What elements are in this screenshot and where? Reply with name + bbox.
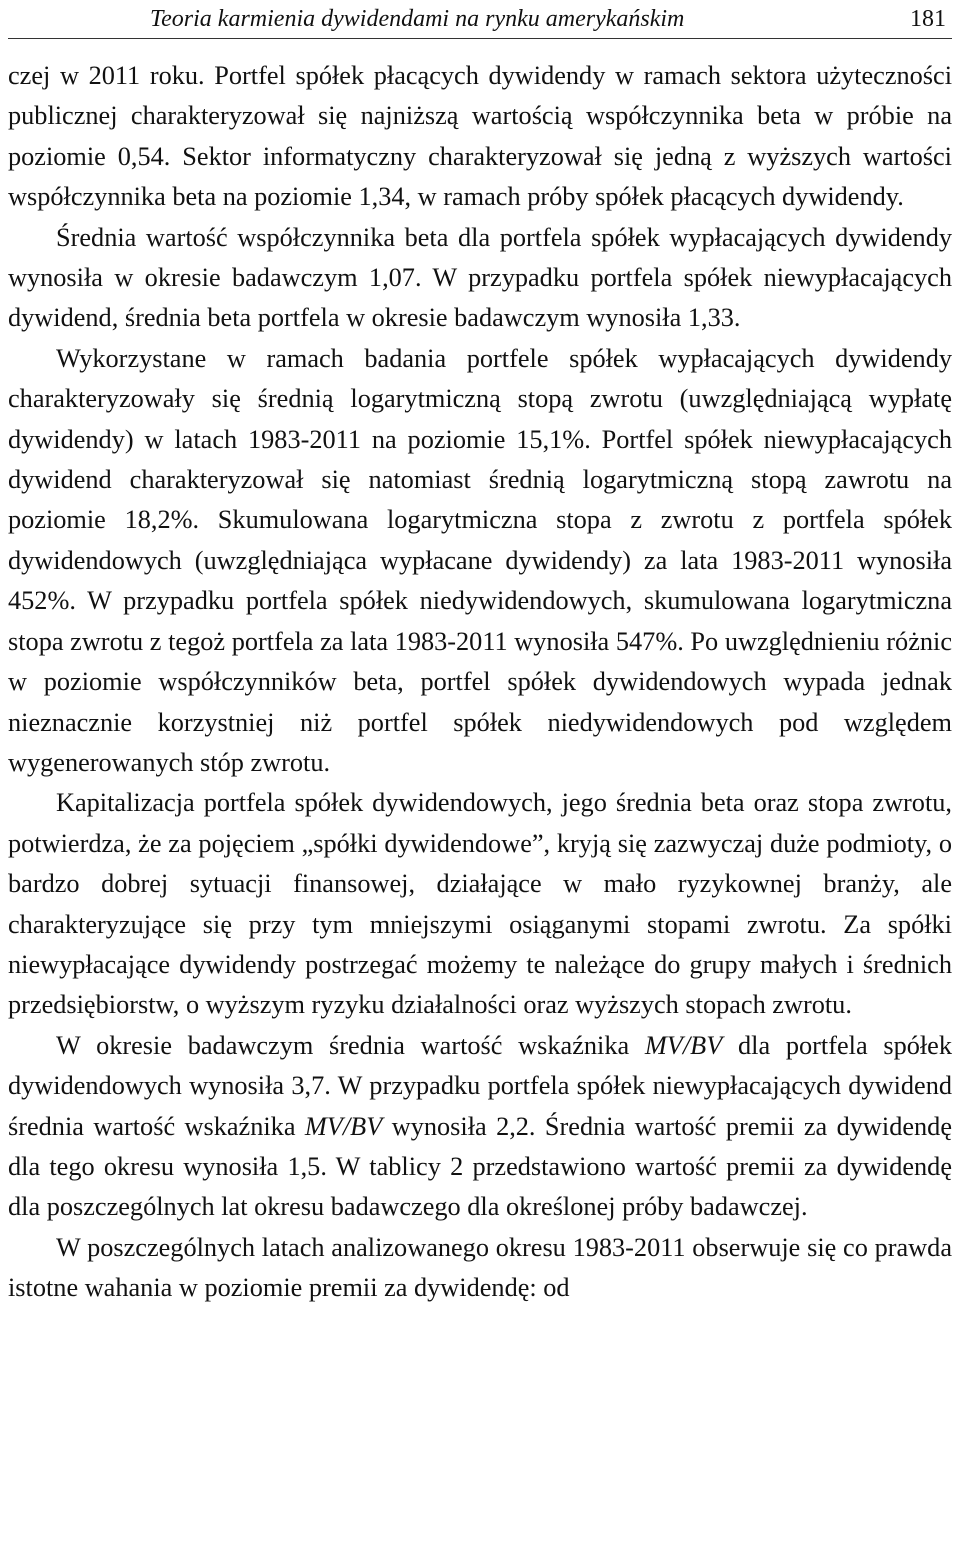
paragraph-2: Średnia wartość współczynnika beta dla portfela spółek wypłacających dywidendy wynosiła w okresie badawczym 1,07. W przypadku portfela spółek niewypłacających dywidend, średnia beta portfela w okresie badawczym wynosiła 1,33. xyxy=(8,222,952,333)
paragraph-5 xyxy=(8,1026,952,1228)
page-number: 181 xyxy=(910,6,946,32)
paragraph-1: czej w 2011 roku. Portfel spółek płacących dywidendy w ramach sektora użyteczności publicznej charakteryzował się najniższą wartością współczynnika beta w próbie na poziomie 0,54. Sektor informatyczny charakteryzował się jedną z wyższych wartości współczynnika beta na poziomie 1,34, w ramach próby spółek płacących dywidendy. xyxy=(8,61,952,212)
paragraph-6: W poszczególnych latach analizowanego okresu 1983-2011 obserwuje się co prawda istotne wahania w poziomie premii za dywidendę: od xyxy=(8,1232,952,1303)
paragraph-3: Wykorzystane w ramach badania portfele spółek wypłacających dywidendy charakteryzowały się średnią logarytmiczną stopą zwrotu (uwzględniającą wypłatę dywidendy) w latach 1983-2011 na poziomie 15,1%. Portfel spółek niewypłacających dywidend charakteryzował się natomiast średnią logarytmiczną stopą zawrotu na poziomie 18,2%. Skumulowana logarytmiczna stopa z zwrotu z portfela spółek dywidendowych (uwzględniająca wypłacane dywidendy) za lata 1983-2011 wynosiła 452%. W przypadku portfela spółek niedywidendowych, skumulowana logarytmiczna stopa zwrotu z tegoż portfela za lata 1983-2011 wynosiła 547%. Po uwzględnieniu różnic w poziomie współczynników beta, portfel spółek dywidendowych wypada jednak nieznacznie korzystniej niż portfel spółek niedywidendowych pod względem wygenerowanych stóp zwrotu. xyxy=(8,343,952,777)
mvbv-ratio-term: MV/BV xyxy=(304,1111,383,1141)
running-title: Teoria karmienia dywidendami na rynku amerykańskim xyxy=(150,6,685,32)
paragraph-5-part-b: dla portfela spółek dywidendowych wynosiła 3,7. W przypadku portfela spółek niewypłacających dywidend średnia wartość wskaźnika xyxy=(8,1030,953,1141)
mvbv-ratio-term: MV/BV xyxy=(644,1030,723,1060)
running-header xyxy=(8,2,952,39)
paragraph-4: Kapitalizacja portfela spółek dywidendowych, jego średnia beta oraz stopa zwrotu, potwierdza, że za pojęciem „spółki dywidendowe”, kryją się zazwyczaj duże podmioty, o bardzo dobrej sytuacji finansowej, działające w mało ryzykownej branży, ale charakteryzujące się przy tym mniejszymi osiąganymi stopami zwrotu. Za spółki niewypłacające dywidendy postrzegać możemy te należące do grupy małych i średnich przedsiębiorstw, o wyższym ryzyku działalności oraz wyższych stopach zwrotu. xyxy=(8,788,952,1020)
paragraph-5-part-c: wynosiła 2,2. Średnia wartość premii za dywidendę dla tego okresu wynosiła 1,5. W tablicy 2 przedstawiono wartość premii za dywidendę dla poszczególnych lat okresu badawczego dla określonej próby badawczej. xyxy=(8,1111,952,1222)
paragraph-5-part-a: W okresie badawczym średnia wartość wskaźnika xyxy=(56,1030,645,1060)
body-text xyxy=(8,56,952,1309)
